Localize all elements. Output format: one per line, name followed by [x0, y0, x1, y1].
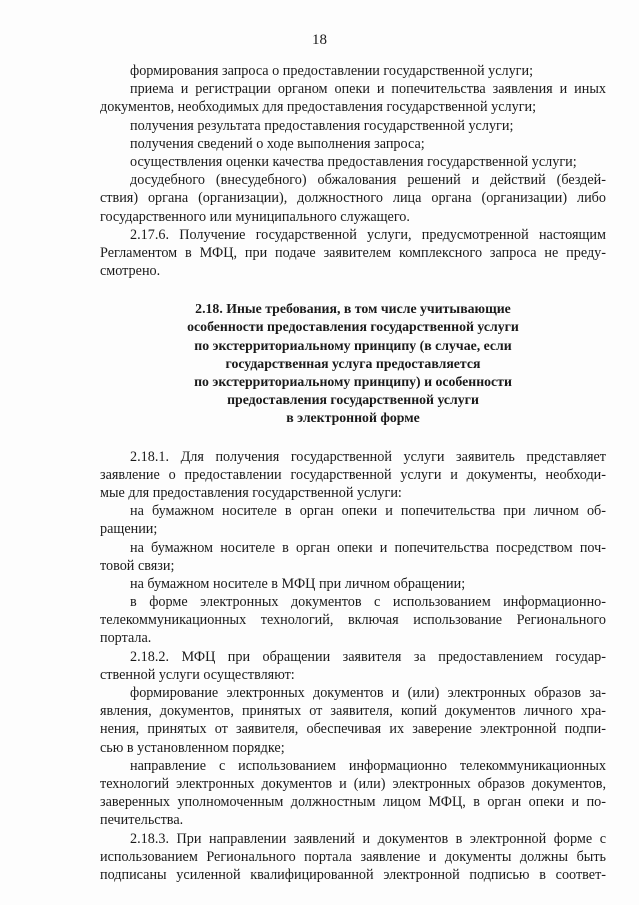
paragraph [100, 648, 606, 684]
paragraph [100, 830, 606, 885]
text-line: получения сведений о ходе выполнения запроса; [130, 135, 425, 152]
heading-line: по экстерриториальному принципу (в случае, если [194, 337, 512, 353]
paragraph [100, 62, 606, 80]
text-line: на бумажном носителе в МФЦ при личном обращении; [130, 575, 466, 592]
text-line: приема и регистрации органом опеки и попечительства заявления и иных [130, 81, 606, 98]
text-line: телекоммуникационных технологий, включая использование Регионального [100, 612, 606, 629]
paragraph [100, 539, 606, 575]
paragraph [100, 448, 606, 503]
paragraph [100, 593, 606, 648]
text-line: технологий электронных документов и (или) электронных образов документов, [100, 775, 606, 792]
heading-line: предоставления государственной услуги [227, 392, 479, 408]
text-line: Регламентом в МФЦ, при подаче заявителем комплексного запроса не преду- [100, 244, 606, 261]
paragraph [100, 757, 606, 830]
paragraph [100, 117, 606, 135]
text-line: на бумажном носителе в орган опеки и попечительства посредством поч- [130, 539, 606, 556]
text-line: досудебного (внесудебного) обжалования решений и действий (бездей- [130, 172, 606, 189]
text-line: документов, необходимых для предоставления государственной услуги; [100, 99, 537, 116]
text-line: мые для предоставления государственной услуги: [100, 484, 402, 501]
text-line: ственной услуги осуществляют: [100, 666, 295, 683]
heading-line: 2.18. Иные требования, в том числе учитывающие [195, 301, 511, 317]
text-line: нения, принятых от заявителя, обеспечивая их заверение электронной подпи- [100, 721, 606, 738]
text-line: явления, документов, принятых от заявителя, копий документов личного хра- [100, 703, 606, 720]
text-line: 2.17.6. Получение государственной услуги, предусмотренной настоящим [130, 226, 606, 243]
text-line: смотрено. [100, 263, 161, 280]
document-body [100, 62, 606, 884]
paragraph [100, 575, 606, 593]
text-line: направление с использованием информационно телекоммуникационных [130, 757, 606, 774]
paragraph [100, 226, 606, 281]
text-line: в форме электронных документов с использованием информационно- [130, 594, 606, 611]
heading-line: по экстерриториальному принципу) и особенности [194, 374, 512, 389]
text-line: формирование электронных документов и (или) электронных образов за- [130, 685, 606, 701]
paragraph [100, 171, 606, 226]
text-line: ращении; [100, 521, 158, 538]
paragraph [100, 80, 606, 116]
text-line: заявление о предоставлении государственной услуги и документы, необходи- [100, 466, 606, 483]
heading-line: государственная услуга предоставляется [225, 355, 481, 371]
text-line: сью в установленном порядке; [100, 739, 285, 756]
text-line: ствия) органа (организации), должностного лица органа (организации) либо [100, 190, 606, 207]
text-line: 2.18.3. При направлении заявлений и документов в электронной форме с [130, 830, 606, 847]
text-line: государственного или муниципального служащего. [100, 208, 410, 225]
spacer [100, 280, 606, 300]
text-line: 2.18.2. МФЦ при обращении заявителя за предоставлением государ- [130, 648, 606, 665]
text-line: заверенных уполномоченным должностным лицом МФЦ, в орган опеки и по- [100, 794, 606, 811]
paragraph [100, 135, 606, 153]
text-line: получения результата предоставления государственной услуги; [130, 117, 514, 134]
top-section [100, 62, 606, 280]
text-line: осуществления оценки качества предоставления государственной услуги; [130, 153, 577, 170]
paragraph [100, 684, 606, 757]
text-line: использованием Регионального портала заявление и документы должны быть [100, 848, 606, 865]
bottom-section [100, 448, 606, 885]
text-line: формирования запроса о предоставлении государственной услуги; [130, 63, 534, 79]
text-line: товой связи; [100, 557, 175, 574]
text-line: портала. [100, 630, 152, 647]
section-heading [100, 300, 606, 427]
paragraph [100, 153, 606, 171]
text-line: на бумажном носителе в орган опеки и попечительства при личном об- [130, 503, 606, 520]
text-line: подписаны усиленной квалифицированной электронной подписью в соответ- [100, 866, 606, 883]
text-line: печительства. [100, 812, 184, 829]
heading-line: в электронной форме [286, 410, 420, 426]
spacer [100, 428, 606, 448]
text-line: 2.18.1. Для получения государственной услуги заявитель представляет [130, 448, 606, 465]
page-number: 18 [312, 32, 327, 48]
paragraph [100, 502, 606, 538]
heading-line: особенности предоставления государственной услуги [187, 319, 519, 335]
